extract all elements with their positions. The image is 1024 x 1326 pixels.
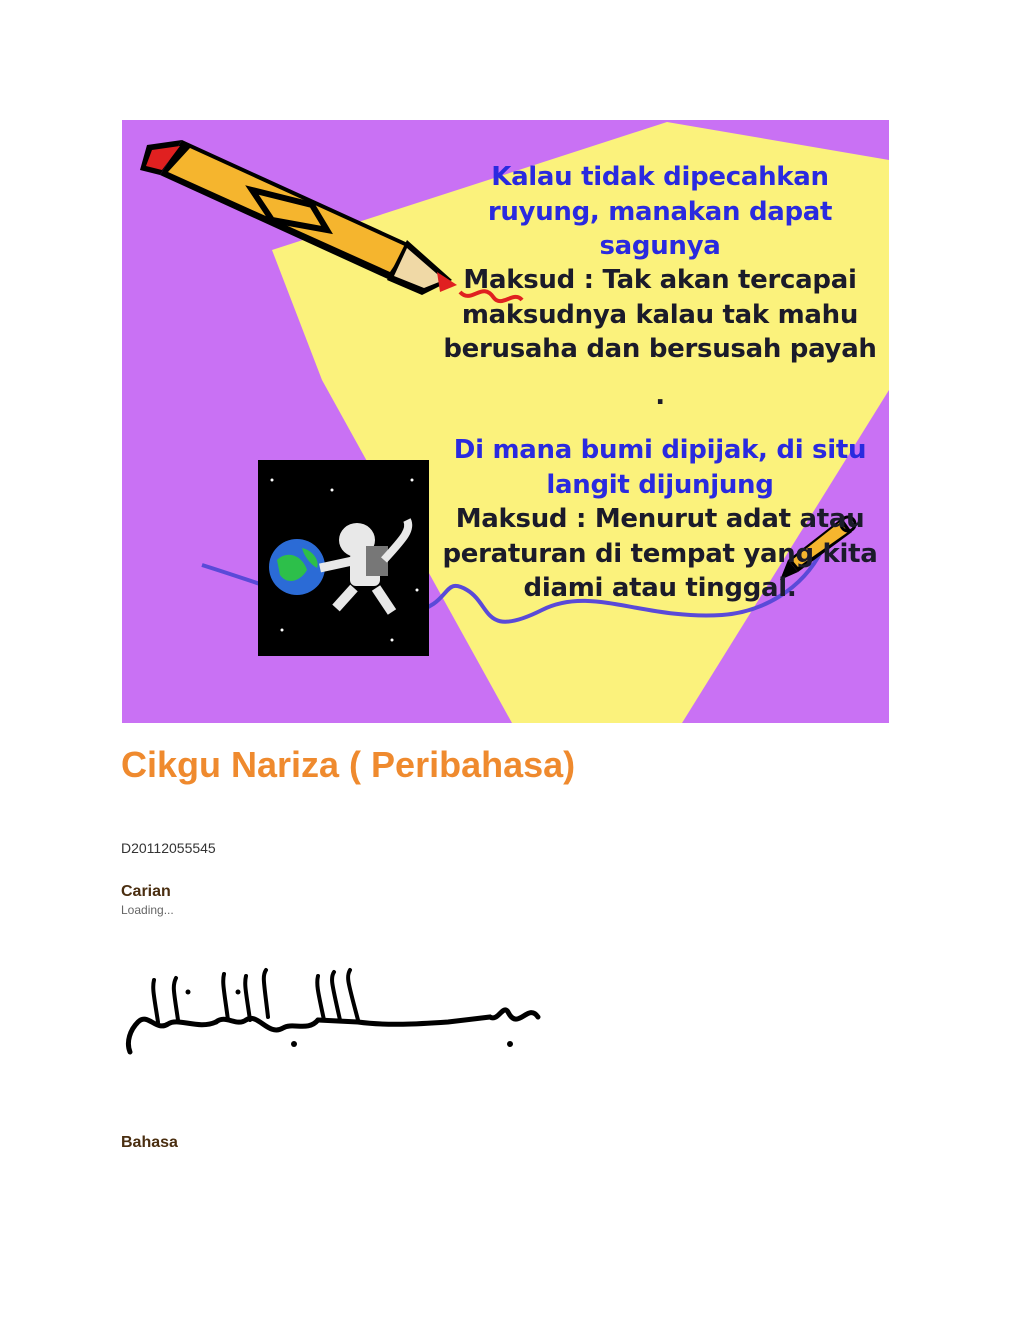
search-loading-status: Loading... — [121, 903, 174, 917]
basmala-calligraphy — [118, 962, 548, 1062]
page-title: Cikgu Nariza ( Peribahasa) — [121, 744, 576, 785]
student-id: D20112055545 — [121, 840, 216, 856]
meaning-2-text: Maksud : Menurut adat atau peraturan di tempat yang kita diami atau tinggal. — [442, 504, 878, 603]
language-heading: Bahasa — [121, 1134, 178, 1151]
separator-dot: . — [655, 381, 665, 411]
peribahasa-banner — [122, 120, 889, 723]
astronaut-earth-icon — [258, 460, 429, 656]
proverb-1-text: Kalau tidak dipecahkan ruyung, manakan dapat sagunya — [487, 162, 833, 261]
search-heading: Carian — [121, 883, 171, 900]
meaning-1-text: Maksud : Tak akan tercapai maksudnya kalau tak mahu berusaha dan bersusah payah — [443, 265, 877, 364]
proverb-2-text: Di mana bumi dipijak, di situ langit dijunjung — [453, 435, 867, 500]
